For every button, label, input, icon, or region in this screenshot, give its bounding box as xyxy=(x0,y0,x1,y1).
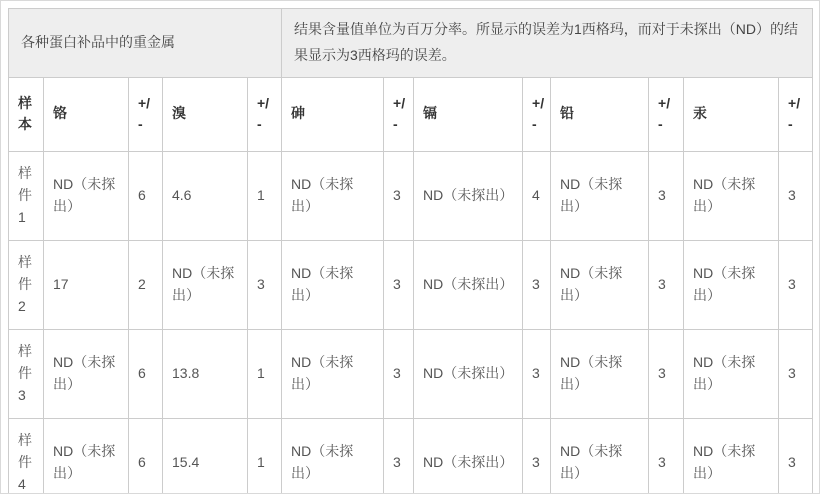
table-cell: 17 xyxy=(44,240,129,329)
header-cell: +/- xyxy=(384,77,414,151)
table-cell: ND（未探出） xyxy=(551,329,649,418)
table-row xyxy=(9,240,813,329)
table-cell: ND（未探出） xyxy=(414,240,523,329)
table-cell: ND（未探出） xyxy=(44,418,129,494)
table-cell: 3 xyxy=(523,418,551,494)
table-title: 各种蛋白补品中的重金属 xyxy=(9,9,282,78)
header-cell: 溴 xyxy=(163,77,248,151)
table-row xyxy=(9,329,813,418)
table-cell: ND（未探出） xyxy=(282,418,384,494)
header-cell: 汞 xyxy=(684,77,779,151)
header-cell-sample: 样本 xyxy=(9,77,44,151)
table-cell: 3 xyxy=(523,329,551,418)
table-cell: 3 xyxy=(649,329,684,418)
row-label: 样件2 xyxy=(9,240,44,329)
row-label: 样件1 xyxy=(9,151,44,240)
table-body xyxy=(9,151,813,494)
header-cell: +/- xyxy=(779,77,813,151)
row-label: 样件3 xyxy=(9,329,44,418)
table-cell: ND（未探出） xyxy=(163,240,248,329)
table-cell: 3 xyxy=(384,418,414,494)
table-cell: 6 xyxy=(129,329,163,418)
table-cell: 3 xyxy=(779,329,813,418)
table-cell: 4.6 xyxy=(163,151,248,240)
table-cell: ND（未探出） xyxy=(44,329,129,418)
header-cell: 铬 xyxy=(44,77,129,151)
table-cell: ND（未探出） xyxy=(282,151,384,240)
table-cell: ND（未探出） xyxy=(684,151,779,240)
table-cell: 13.8 xyxy=(163,329,248,418)
header-cell: +/- xyxy=(129,77,163,151)
table-cell: ND（未探出） xyxy=(551,151,649,240)
table-cell: 3 xyxy=(384,151,414,240)
table-cell: 3 xyxy=(248,240,282,329)
table-cell: 6 xyxy=(129,151,163,240)
header-cell: +/- xyxy=(248,77,282,151)
table-cell: 3 xyxy=(779,418,813,494)
table-cell: ND（未探出） xyxy=(684,240,779,329)
header-cell: +/- xyxy=(523,77,551,151)
table-cell: 1 xyxy=(248,329,282,418)
table-cell: ND（未探出） xyxy=(44,151,129,240)
table-cell: 3 xyxy=(384,240,414,329)
table-note: 结果含量值单位为百万分率。所显示的误差为1西格玛，而对于未探出（ND）的结果显示为3西格玛的误差。 xyxy=(282,9,813,78)
table-cell: ND（未探出） xyxy=(282,329,384,418)
table-cell: 1 xyxy=(248,418,282,494)
table-row xyxy=(9,151,813,240)
header-row xyxy=(9,77,813,151)
row-label: 样件4 xyxy=(9,418,44,494)
table-cell: 3 xyxy=(384,329,414,418)
table-cell: ND（未探出） xyxy=(414,418,523,494)
table-cell: ND（未探出） xyxy=(282,240,384,329)
table-cell: 3 xyxy=(523,240,551,329)
table-cell: 3 xyxy=(649,240,684,329)
table-cell: 3 xyxy=(779,151,813,240)
table-cell: 3 xyxy=(779,240,813,329)
table-row xyxy=(9,418,813,494)
table-cell: ND（未探出） xyxy=(684,418,779,494)
table-cell: ND（未探出） xyxy=(551,418,649,494)
heavy-metals-table xyxy=(8,8,813,494)
caption-row xyxy=(9,9,813,78)
table-cell: ND（未探出） xyxy=(551,240,649,329)
table-cell: 3 xyxy=(649,418,684,494)
table-cell: 6 xyxy=(129,418,163,494)
table-cell: 4 xyxy=(523,151,551,240)
table-cell: 3 xyxy=(649,151,684,240)
header-cell: 铅 xyxy=(551,77,649,151)
table-cell: ND（未探出） xyxy=(684,329,779,418)
table-cell: 15.4 xyxy=(163,418,248,494)
header-cell: 砷 xyxy=(282,77,384,151)
table-cell: 1 xyxy=(248,151,282,240)
table-cell: ND（未探出） xyxy=(414,151,523,240)
table-cell: ND（未探出） xyxy=(414,329,523,418)
table-cell: 2 xyxy=(129,240,163,329)
header-cell: +/- xyxy=(649,77,684,151)
header-cell: 镉 xyxy=(414,77,523,151)
